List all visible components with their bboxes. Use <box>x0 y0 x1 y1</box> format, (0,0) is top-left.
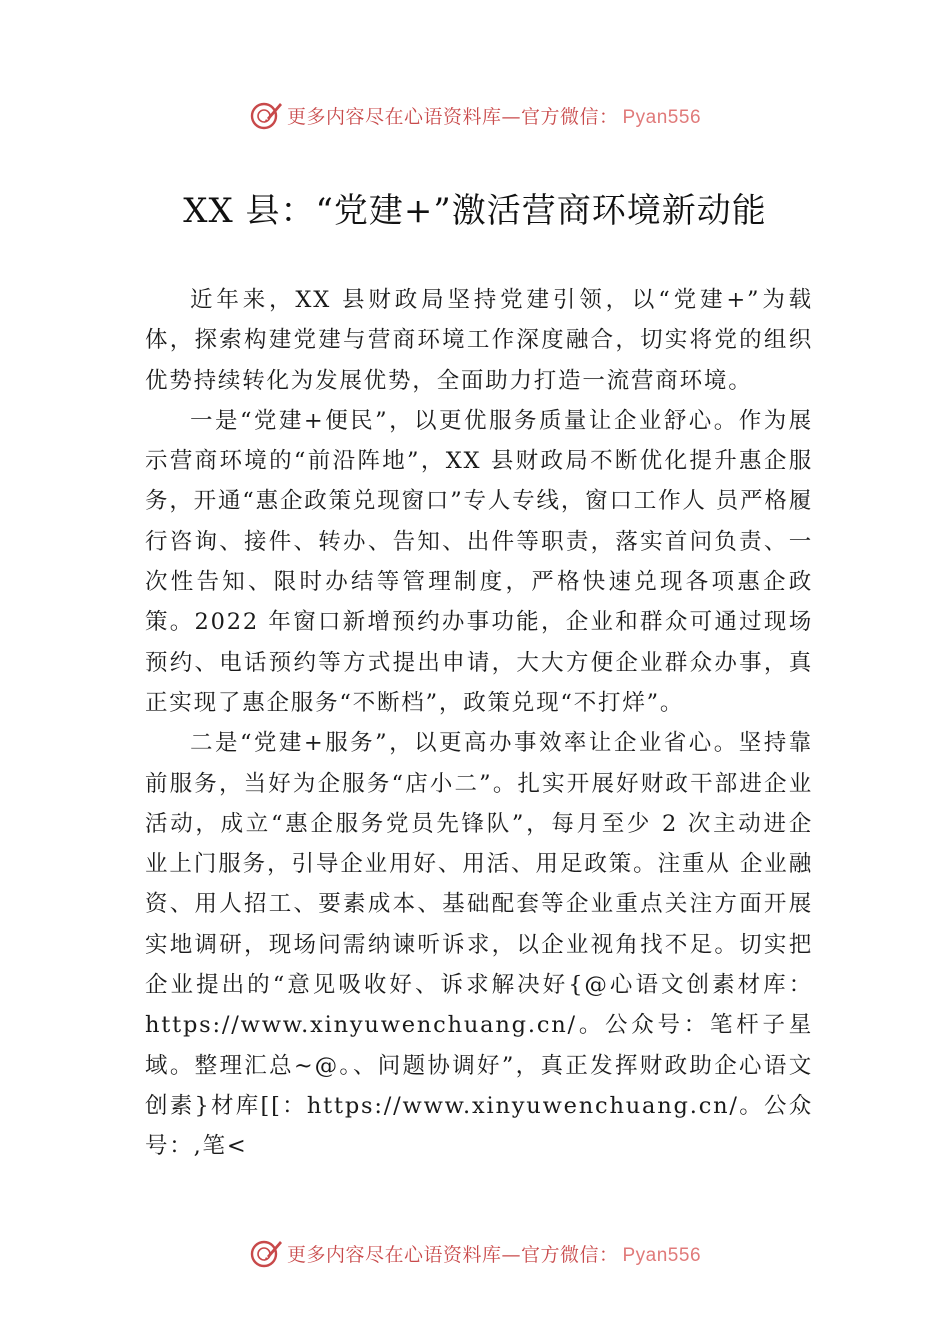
banner-dash: — <box>501 105 521 128</box>
banner-wechat-label: 官方微信： <box>520 1243 619 1266</box>
header-banner <box>0 95 950 135</box>
banner-main-text: 更多内容尽在心语资料库 <box>286 105 502 128</box>
paragraph-service: 二是“党建+服务”，以更高办事效率让企业省心。坚持靠前服务，当好为企服务“店小二”。扎实开展好财政干部进企业活动，成立“惠企服务党员先锋队”，每月至少 2 次主动进企业上门服务，引导企业用好、用活、用足政策。注重从 企业融资、用人招工、要素成本、基础配套等企业重点关注方面开展实地调研，现场问需纳谏听诉求，以企业视角找不足。切实把企业提出的“意见吸收好、诉求解决好{@心语文创素材库：https://www.xinyuwenchuang.cn/。公众号：笔杆子星域。整理汇总~@。、问题协调好”，真正发挥财政助企心语文创素}材库[[：https://www.xinyuwenchuang.cn/。公众号：,笔< <box>145 730 813 1160</box>
document-title: XX 县：“党建+”激活营商环境新动能 <box>183 191 767 231</box>
banner-wechat-label: 官方微信： <box>520 105 619 128</box>
pen-logo-icon <box>249 98 283 132</box>
document-body <box>145 280 813 1167</box>
banner-dash: — <box>501 1243 521 1266</box>
paragraph-intro: 近年来，XX 县财政局坚持党建引领，以“党建+”为载体，探索构建党建与营商环境工作深度融合，切实将党的组织优势持续转化为发展优势，全面助力打造一流营商环境。 <box>145 287 813 394</box>
banner-wechat-id: Pyan556 <box>622 106 702 128</box>
footer-banner <box>0 1233 950 1273</box>
banner-wechat-id: Pyan556 <box>622 1244 702 1266</box>
banner-main-text: 更多内容尽在心语资料库 <box>286 1243 502 1266</box>
paragraph-convenience: 一是“党建+便民”，以更优服务质量让企业舒心。作为展示营商环境的“前沿阵地”，XX 县财政局不断优化提升惠企服务，开通“惠企政策兑现窗口”专人专线，窗口工作人 员严格履行咨询、接件、转办、告知、出件等职责，落实首问负责、一次性告知、限时办结等管理制度，严格快速兑现各项惠企政策。2022 年窗口新增预约办事功能，企业和群众可通过现场预约、电话预约等方式提出申请，大大方便企业群众办事，真正实现了惠企服务“不断档”，政策兑现“不打烊”。 <box>145 407 813 716</box>
pen-logo-icon <box>249 1236 283 1270</box>
